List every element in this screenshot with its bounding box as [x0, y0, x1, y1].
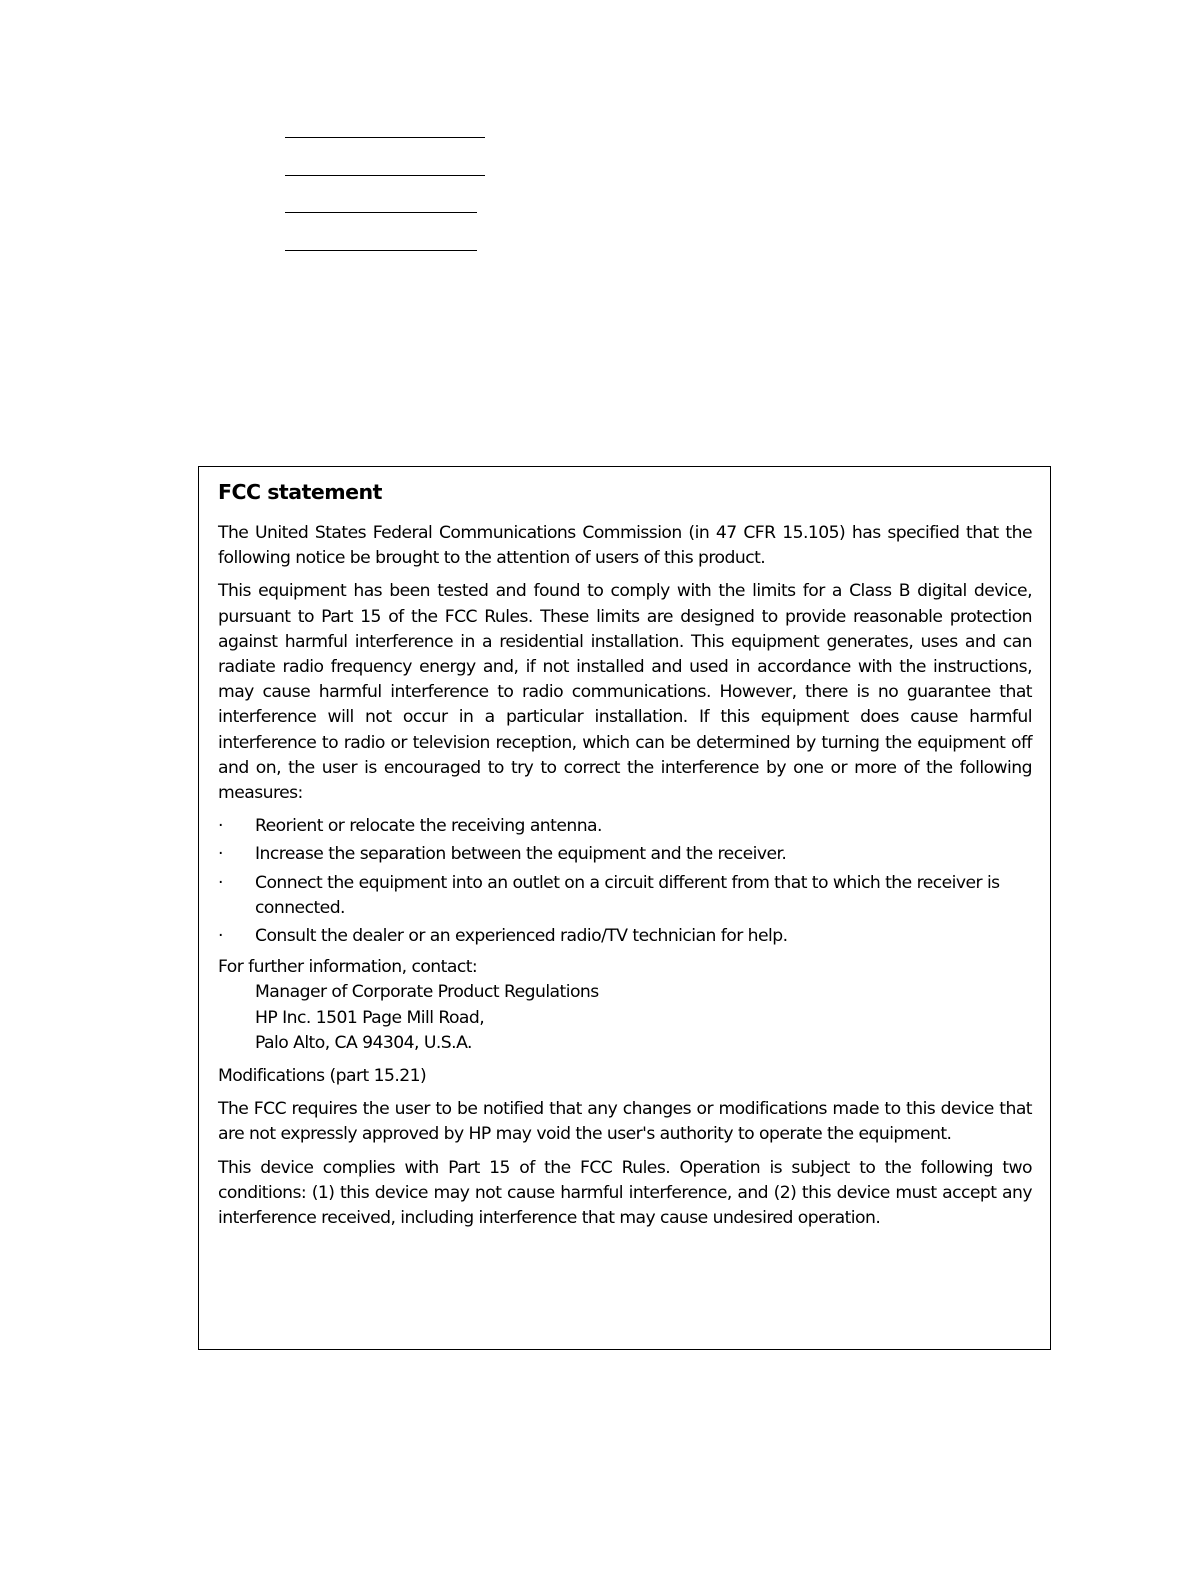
- blank-line: [285, 212, 477, 213]
- contact-line: Manager of Corporate Product Regulations: [255, 982, 599, 1003]
- bullet-icon: ·: [218, 872, 223, 893]
- contact-intro: For further information, contact:: [218, 957, 478, 978]
- list-item: [218, 871, 1032, 921]
- modifications-heading: Modifications (part 15.21): [218, 1066, 427, 1087]
- measures-list: [218, 814, 1032, 949]
- blank-line: [285, 250, 477, 251]
- fcc-body: This equipment has been tested and found to comply with the limits for a Class B digital device, pursuant to Part 15 of the FCC Rules. These limits are designed to provide reasonable protection against harmful interference in a residential installation. This equipment generates, uses and can radiate radio frequency energy and, if not installed and used in accordance with the instructions, may cause harmful interference to radio communications. However, there is no guarantee that interference will not occur in a particular installation. If this equipment does cause harmful interference to radio or television reception, which can be determined by turning the equipment off and on, the user is encouraged to try to correct the interference by one or more of the following measures:: [218, 581, 1032, 804]
- measure-text: Consult the dealer or an experienced radio/TV technician for help.: [255, 926, 788, 947]
- list-item: [218, 814, 1032, 839]
- blank-line: [285, 175, 485, 176]
- list-item: [218, 842, 1032, 867]
- fcc-intro: The United States Federal Communications Commission (in 47 CFR 15.105) has specified that the following notice be brought to the attention of users of this product.: [218, 523, 1032, 569]
- contact-block: [218, 955, 1032, 1056]
- fcc-title: FCC statement: [218, 480, 382, 504]
- measure-text: Connect the equipment into an outlet on a circuit different from that to which the receiver is connected.: [255, 872, 1000, 918]
- measure-text: Increase the separation between the equipment and the receiver.: [255, 844, 787, 865]
- measure-text: Reorient or relocate the receiving antenna.: [255, 816, 602, 837]
- bullet-icon: ·: [218, 926, 223, 947]
- bullet-icon: ·: [218, 816, 223, 837]
- bullet-icon: ·: [218, 844, 223, 865]
- fcc-statement-box: [198, 466, 1051, 1350]
- blank-line: [285, 137, 485, 138]
- compliance-text: This device complies with Part 15 of the FCC Rules. Operation is subject to the following two conditions: (1) this device may not cause harmful interference, and (2) this device must accept any interference received, including interference that may cause undesired operation.: [218, 1157, 1032, 1229]
- contact-line: HP Inc. 1501 Page Mill Road,: [255, 1007, 485, 1028]
- modifications-text: The FCC requires the user to be notified that any changes or modifications made to this device that are not expressly approved by HP may void the user's authority to operate the equipment.: [218, 1099, 1032, 1145]
- contact-line: Palo Alto, CA 94304, U.S.A.: [255, 1032, 472, 1053]
- list-item: [218, 924, 1032, 949]
